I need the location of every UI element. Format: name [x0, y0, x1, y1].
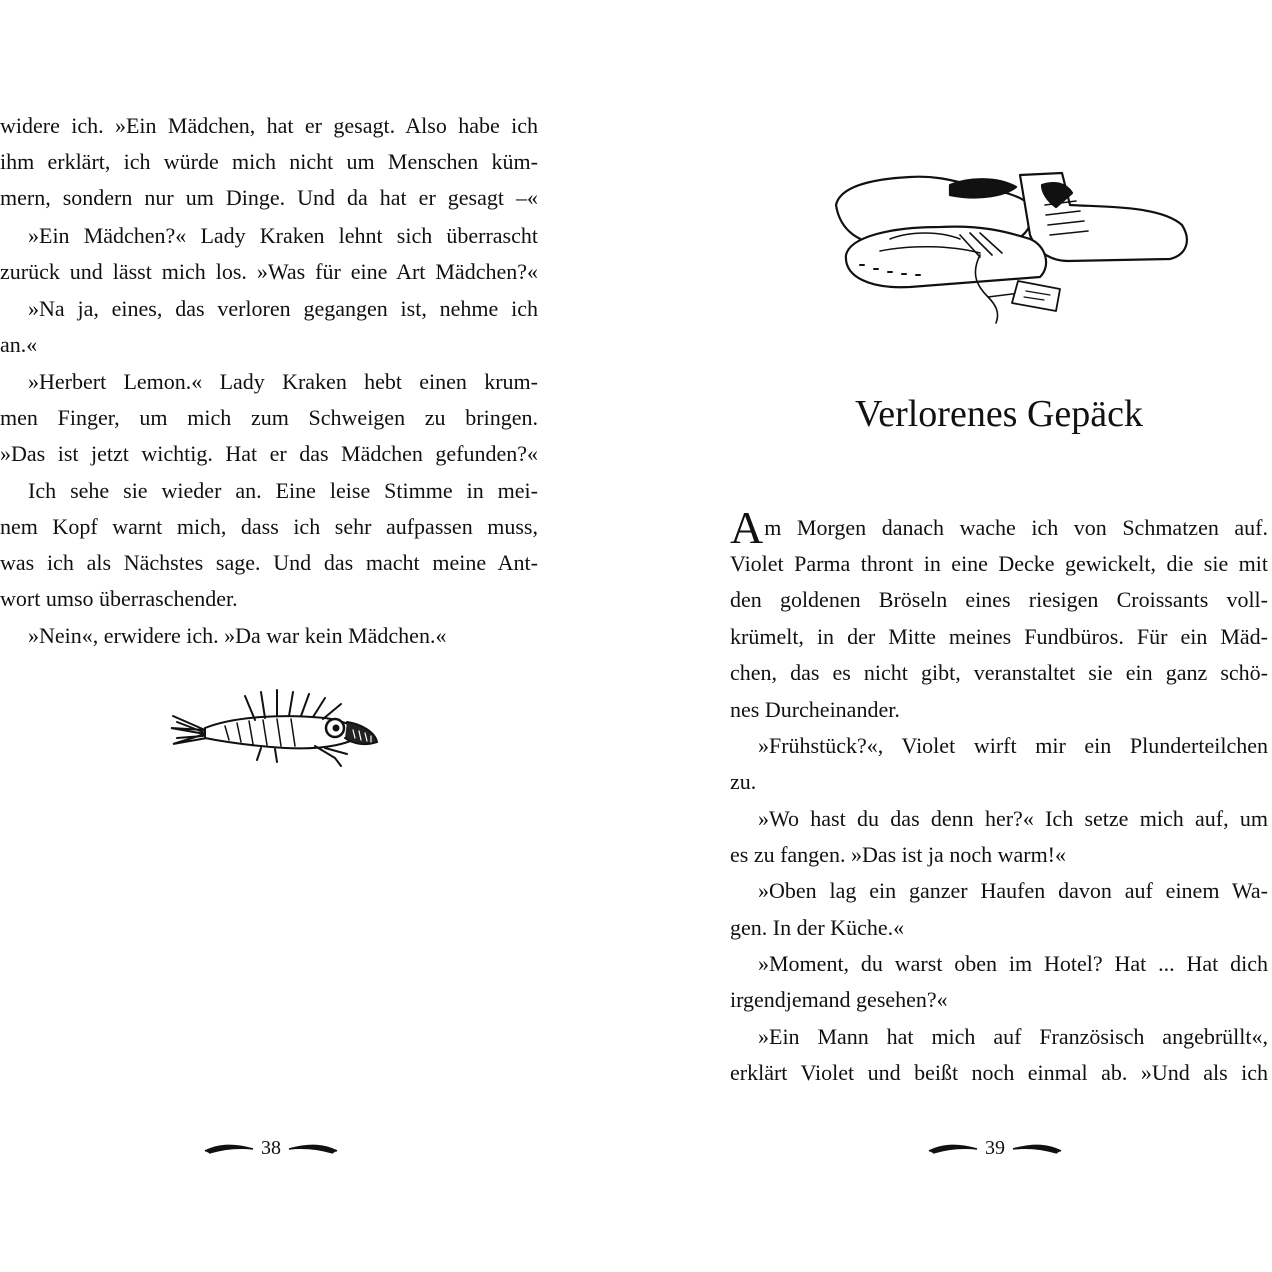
text-line: nem Kopf warnt mich, dass ich sehr aufpassen muss, [0, 514, 538, 539]
text-line: was ich als Nächstes sage. Und das macht meine Ant- [0, 550, 538, 575]
ornament-swash-icon [927, 1141, 979, 1155]
text-line: den goldenen Bröseln eines riesigen Croissants voll- [730, 587, 1268, 612]
text-line: gen. In der Küche.« [730, 915, 905, 940]
chapter-title: Verlorenes Gepäck [854, 393, 1144, 435]
text-line: es zu fangen. »Das ist ja noch warm!« [730, 842, 1067, 867]
text-line: »Moment, du warst oben im Hotel? Hat ... Hat dich [758, 951, 1268, 976]
text-line: »Das ist jetzt wichtig. Hat er das Mädchen gefunden?« [0, 441, 538, 466]
text-line: men Finger, um mich zum Schweigen zu bringen. [0, 405, 538, 430]
text-line: Violet Parma thront in eine Decke gewickelt, die sie mit [730, 551, 1268, 576]
page-number-text: 39 [985, 1137, 1005, 1160]
ornament-swash-icon [1011, 1141, 1063, 1155]
text-line: erklärt Violet und beißt noch einmal ab. »Und als ich [730, 1060, 1268, 1085]
text-line: »Frühstück?«, Violet wirft mir ein Plunderteilchen [758, 733, 1268, 758]
page-number-right [920, 1132, 1070, 1162]
text-line: nes Durcheinander. [730, 697, 900, 722]
text-line: irgendjemand gesehen?« [730, 987, 948, 1012]
right-page [620, 0, 1272, 1272]
text-line: »Na ja, eines, das verloren gegangen ist, nehme ich [28, 296, 538, 321]
text-line: Ich sehe sie wieder an. Eine leise Stimme in mei- [28, 478, 538, 503]
text-line: mern, sondern nur um Dinge. Und da hat er gesagt –« [0, 185, 538, 210]
text-line: »Nein«, erwidere ich. »Da war kein Mädchen.« [28, 623, 447, 648]
text-line: chen, das es nicht gibt, veranstaltet sie ein ganz schö- [730, 660, 1268, 685]
text-line-first [730, 502, 1268, 553]
text-line: »Ein Mädchen?« Lady Kraken lehnt sich überrascht [28, 223, 538, 248]
text-line: an.« [0, 332, 38, 357]
shoes-illustration [830, 165, 1200, 335]
ornament-swash-icon [203, 1141, 255, 1155]
text-line: ihm erklärt, ich würde mich nicht um Menschen küm- [0, 149, 538, 174]
text-line: »Oben lag ein ganzer Haufen davon auf einem Wa- [758, 878, 1268, 903]
page-number-left [196, 1132, 346, 1162]
page-number-text: 38 [261, 1137, 281, 1160]
dropcap-letter: A [730, 502, 764, 553]
text-line: »Wo hast du das denn her?« Ich setze mich auf, um [758, 806, 1268, 831]
text-line: »Ein Mann hat mich auf Französisch angebrüllt«, [758, 1024, 1268, 1049]
text-line: krümelt, in der Mitte meines Fundbüros. Für ein Mäd- [730, 624, 1268, 649]
text-line: »Herbert Lemon.« Lady Kraken hebt einen krum- [28, 369, 538, 394]
left-page [0, 0, 560, 1272]
text-line: zu. [730, 769, 757, 794]
ornament-swash-icon [287, 1141, 339, 1155]
first-line-text: m Morgen danach wache ich von Schmatzen auf. [764, 515, 1268, 540]
fish-illustration [165, 688, 385, 770]
text-line: zurück und lässt mich los. »Was für eine Art Mädchen?« [0, 259, 538, 284]
text-line: wort umso überraschender. [0, 586, 238, 611]
text-line: widere ich. »Ein Mädchen, hat er gesagt. Also habe ich [0, 113, 538, 138]
